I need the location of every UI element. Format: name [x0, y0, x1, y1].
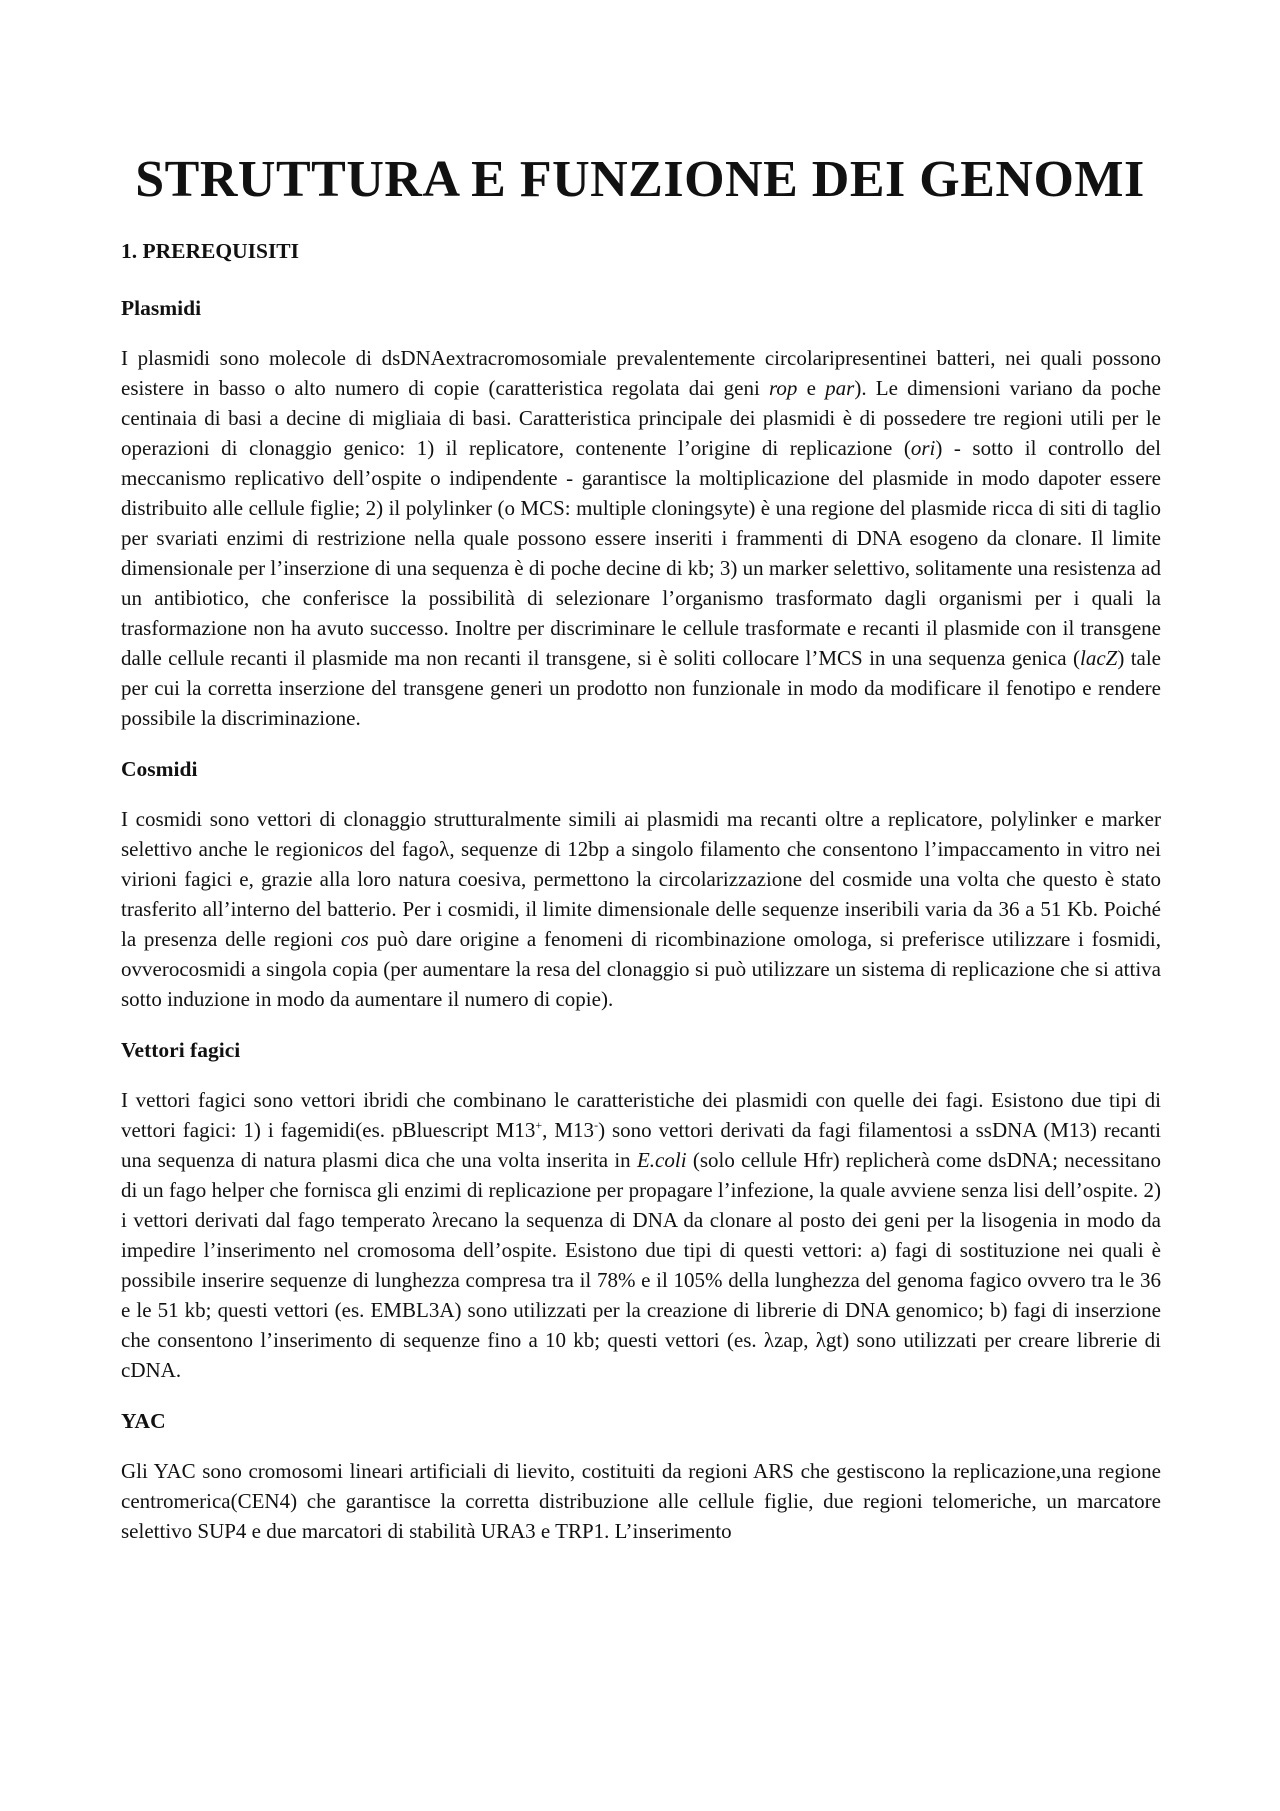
- document-body: [121, 236, 1161, 1546]
- paragraph-plasmidi: I plasmidi sono molecole di dsDNAextracromosomiale prevalentemente circolaripresentinei batteri, nei quali possono esistere in basso o alto numero di copie (caratteristica regolata dai geni rop e par). Le dimensioni variano da poche centinaia di basi a decine di migliaia di basi. Caratteristica principale dei plasmidi è di possedere tre regioni utili per le operazioni di clonaggio genico: 1) il replicatore, contenente l’origine di replicazione (ori) - sotto il controllo del meccanismo replicativo dell’ospite o indipendente - garantisce la moltiplicazione del plasmide in modo dapoter essere distribuito alle cellule figlie; 2) il polylinker (o MCS: multiple cloningsyte) è una regione del plasmide ricca di siti di taglio per svariati enzimi di restrizione nella quale possono essere inseriti i frammenti di DNA esogeno da clonare. Il limite dimensionale per l’inserzione di una sequenza è di poche decine di kb; 3) un marker selettivo, solitamente una resistenza ad un antibiotico, che conferisce la possibilità di selezionare l’organismo trasformato dagli organismi per i quali la trasformazione non ha avuto successo. Inoltre per discriminare le cellule trasformate e recanti il plasmide con il transgene dalle cellule recanti il plasmide ma non recanti il transgene, si è soliti collocare l’MCS in una sequenza genica (lacZ) tale per cui la corretta inserzione del transgene generi un prodotto non funzionale in modo da modificare il fenotipo e rendere possibile la discriminazione.: [121, 346, 1162, 730]
- heading-vettori-fagici: Vettori fagici: [121, 1038, 241, 1062]
- paragraph-cosmidi: I cosmidi sono vettori di clonaggio strutturalmente simili ai plasmidi ma recanti oltre a replicatore, polylinker e marker selettivo anche le regionicos del fagoλ, sequenze di 12bp a singolo filamento che consentono l’impaccamento in vitro nei virioni fagici e, grazie alla loro natura coesiva, permettono la circolarizzazione del cosmide una volta che questo è stato trasferito all’interno del batterio. Per i cosmidi, il limite dimensionale delle sequenze inseribili varia da 36 a 51 Kb. Poiché la presenza delle regioni cos può dare origine a fenomeni di ricombinazione omologa, si preferisce utilizzare i fosmidi, ovverocosmidi a singola copia (per aumentare la resa del clonaggio si può utilizzare un sistema di replicazione che si attiva sotto induzione in modo da aumentare il numero di copie).: [121, 807, 1161, 1011]
- heading-yac: YAC: [121, 1409, 166, 1433]
- paragraph-yac: Gli YAC sono cromosomi lineari artificiali di lievito, costituiti da regioni ARS che gestiscono la replicazione,una regione centromerica(CEN4) che garantisce la corretta distribuzione alle cellule figlie, due regioni telomeriche, un marcatore selettivo SUP4 e due marcatori di stabilità URA3 e TRP1. L’inserimento: [121, 1459, 1161, 1543]
- page-title: STRUTTURA E FUNZIONE DEI GENOMI: [135, 151, 1145, 208]
- heading-cosmidi: Cosmidi: [121, 757, 198, 781]
- heading-plasmidi: Plasmidi: [121, 296, 202, 320]
- paragraph-vettori-fagici: I vettori fagici sono vettori ibridi che combinano le caratteristiche dei plasmidi con quelle dei fagi. Esistono due tipi di vettori fagici: 1) i fagemidi(es. pBluescript M13+, M13-) sono vettori derivati da fagi filamentosi a ssDNA (M13) recanti una sequenza di natura plasmi dica che una volta inserita in E.coli (solo cellule Hfr) replicherà come dsDNA; necessitano di un fago helper che fornisca gli enzimi di replicazione per propagare l’infezione, la quale avviene senza lisi dell’ospite. 2) i vettori derivati dal fago temperato λrecano la sequenza di DNA da clonare al posto dei geni per la lisogenia in modo da impedire l’inserimento nel cromosoma dell’ospite. Esistono due tipi di questi vettori: a) fagi di sostituzione nei quali è possibile inserire sequenze di lunghezza compresa tra il 78% e il 105% della lunghezza del genoma fagico ovvero tra le 36 e le 51 kb; questi vettori (es. EMBL3A) sono utilizzati per la creazione di librerie di DNA genomico; b) fagi di inserzione che consentono l’inserimento di sequenze fino a 10 kb; questi vettori (es. λzap, λgt) sono utilizzati per creare librerie di cDNA.: [121, 1088, 1162, 1382]
- section-heading: 1. PREREQUISITI: [121, 239, 300, 263]
